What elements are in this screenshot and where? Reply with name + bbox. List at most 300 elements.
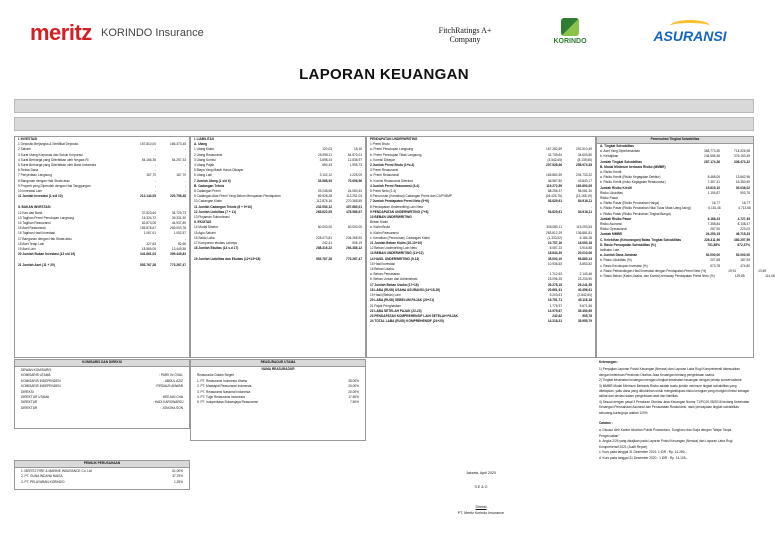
row-label: Risiko Operasional (600, 227, 627, 232)
row-value: 43.840,17 (577, 178, 592, 183)
row-value: : HEEJAN CHA (161, 395, 183, 400)
row-value: 167,70 (176, 173, 186, 178)
row-label: Jumlah Risiko Pasar (600, 216, 632, 221)
row-value: 1.955,73 (349, 163, 362, 168)
row-label: 2 Utang Reasuransi (194, 152, 223, 157)
row-value: 127,63 (146, 241, 156, 246)
row-label: 23 PENDAPATAN KOMPREHENSIF LAIN SETELAH PAJAK (370, 313, 458, 318)
row-value: 773.287,47 (346, 257, 362, 262)
row-label: 3. PT. Reasuransi Nasional Indonesia (197, 389, 251, 394)
section-heading: I. LIABILITAS (194, 137, 214, 141)
row-value: 15.324,72 (141, 215, 156, 220)
row-label: 13 Tagihan Premi Penutupan Langsung (18, 215, 74, 220)
row-value: 18.569,09 (141, 247, 156, 252)
row-label: 20 LABA (RUGI) SEBELUM PAJAK (20+21) (370, 298, 435, 303)
section-heading: II. BUKAN INVESTASI (18, 205, 51, 210)
row-label: 15 Hasil Investasi (370, 261, 395, 266)
row-label: 5. PT. Indoperkasa Suksesjaya Reasuransi (197, 400, 258, 405)
row-label: 11 Jumlah Investasi (1 s/d 10) (18, 194, 63, 199)
liabilitas-rows (191, 142, 365, 251)
meritz-subtitle: KORINDO Insurance (101, 27, 204, 39)
asuransi-label: ASURANSI (653, 28, 727, 44)
note-item: c. Kurs pada tanggal 31 Desember 2021: 1 IDR : Rp. 14.269,- (599, 450, 687, 455)
row-value: - (330, 168, 332, 173)
row-value: 7.358,84 (707, 222, 720, 227)
row-value: 33.568,93 (317, 178, 332, 183)
signature-block (366, 470, 596, 516)
row-label: B. Cadangan Teknis (194, 183, 225, 188)
row-value: 1.712,63 (549, 272, 562, 277)
row-value: 39.331,90 (171, 215, 186, 220)
row-label: 9 Cadangan Atas Premi Yang Belum Merupakan Pendapatan (194, 194, 281, 199)
row-value: 903,76 (740, 190, 750, 195)
laba-rugi-column (366, 136, 596, 358)
row-value: 24.250,15 (705, 232, 720, 237)
section-heading: PENDAPATAN UNDERWRITING (370, 137, 418, 141)
row-value: 288.316,22 (316, 246, 332, 251)
row-value: 34.729,73 (171, 210, 186, 215)
row-value: 37.823,64 (141, 210, 156, 215)
header (0, 0, 768, 62)
row-label: 1. PT. Reasuransi Indonesia Utama (197, 378, 248, 383)
row-value: 54.166,35 (141, 157, 156, 162)
row-value: - (360, 215, 362, 220)
row-label: DEWAN KOMISARIS (21, 368, 52, 372)
row-value: 129,85 (734, 274, 745, 279)
row-value: 269.003,78 (170, 226, 186, 231)
row-label: 4. PT. Tugu Reasuransi Indonesia (197, 395, 245, 400)
meritz-logo: meritz (30, 20, 92, 45)
row-label: Jumlah Risiko Kredit (600, 185, 632, 190)
row-value: 474,80 (740, 263, 750, 268)
row-value: (3.542,65) (547, 157, 562, 162)
row-label: 16 Saldo Laba (194, 235, 215, 240)
row-label: 4 Utang Pajak (194, 163, 215, 168)
row-value: 341.661,03 (140, 252, 156, 257)
row-value: 9.671,56 (579, 303, 592, 308)
row-value: 65.880,13 (577, 256, 592, 261)
row-value: 13.449,56 (171, 247, 186, 252)
row-value: 505,78 (582, 313, 592, 318)
row-value: 407.680,01 (346, 204, 362, 209)
row-value: : HADI KAROWARDJ (153, 400, 184, 405)
row-value: 14.218,31 (547, 319, 562, 324)
row-value: - (590, 204, 592, 209)
row-value: 3.698,24 (319, 157, 332, 162)
row-label: 17 Jumlah Beban Usaha (17+18) (370, 282, 419, 287)
row-label: 6 Reksa Dana (18, 168, 39, 173)
row-label: a. Aset Yang Diperkenankan (600, 149, 641, 154)
row-label: c. Komisi Dibayar (370, 157, 395, 162)
row-value: 336.473,32 (734, 159, 750, 164)
row-value: 16.093,18 (577, 241, 592, 246)
row-value: 376.153,49 (734, 154, 750, 159)
row-value: 2.143,46 (579, 272, 592, 277)
row-label: 10 Investasi Lain (18, 189, 42, 194)
row-label: d. Rasio Perbandingan Hasil Investasi dengan Pendapatan Premi Neto (%) (600, 268, 707, 273)
row-value: - (360, 230, 362, 235)
row-label: 3 Surat Utang Korporasi dan Sukuk Korporasi (18, 152, 83, 157)
row-value: 53.829,61 (547, 209, 562, 214)
row-label: 18 LABA (RUGI) USAHA ASURANSI (14+15-20) (370, 287, 441, 292)
row-value: 25.278,15 (547, 282, 562, 287)
row-value: 672,37% (737, 242, 750, 247)
row-value: - (330, 215, 332, 220)
row-value: 306.080,11 (546, 225, 562, 230)
row-label: 1. MERITZ FIRE & MARINE INSURANCE Co, Ltd (21, 469, 92, 473)
row-value: : ABDUL AZIZ (163, 378, 183, 383)
row-value: 35.00% (348, 378, 359, 383)
row-label: a. Klaim Bruto (370, 225, 391, 230)
signature-role: Direksi (475, 505, 487, 509)
row-value: 23.096,25 (547, 277, 562, 282)
row-value: 4.727,45 (737, 216, 750, 221)
row-label: 21 Jumlah Aset (11 + 20) (18, 263, 55, 268)
row-label: 12 Jumlah Liabilitas (7 + 11) (194, 209, 237, 214)
row-label: 2. PT. Maskapai Reasuransi Indonesia (197, 384, 252, 389)
row-value: 751,85% (707, 242, 720, 247)
row-value: 84.916,11 (577, 199, 592, 204)
row-label: 4 Jumlah Premi Reasuransi (3-4) (370, 183, 420, 188)
korindo-logo-icon (561, 18, 579, 36)
row-label: 5 Surat Berharga yang Diterbitkan oleh Bank Indonesia (18, 163, 96, 168)
table-row (15, 194, 189, 199)
row-value: 242,41 (322, 241, 332, 246)
row-value: 20.00% (348, 384, 359, 389)
solvabilitas-column (596, 136, 775, 358)
row-label: D. Rasio Pencapaian Solvabilitas (%) (600, 242, 656, 247)
place-date: Jakarta, April 2020 (466, 471, 496, 475)
row-label: 7 Penyertaan Langsung (18, 173, 52, 178)
row-label: Beban Klaim (370, 220, 389, 225)
box-heading: PEMILIK PERUSAHAAN (15, 461, 189, 468)
row-value: 13.662,96 (735, 175, 750, 180)
row-value: 112.876,16 (316, 199, 332, 204)
row-value: 18,16 (354, 147, 362, 152)
row-value: - (184, 168, 186, 173)
row-value: 70.906,96 (347, 178, 362, 183)
row-value: 15.819,10 (705, 185, 720, 190)
row-values (532, 319, 592, 324)
row-value: 257,90 (710, 227, 720, 232)
row-label: B. Modal Minimum berbasis Risiko (MMBR) (600, 164, 666, 169)
row-label: Risiko Likuiditas (600, 190, 623, 195)
row-label: 19 Hasil (Beban) Lain (370, 293, 401, 298)
row-value: 167,70 (146, 173, 156, 178)
row-label: 8 Bangunan dengan Hak Strata atau (18, 178, 70, 183)
row-label: DIREKTUR (21, 405, 38, 410)
row-value: 8.087,23 (549, 246, 562, 251)
asuransi-logo (640, 20, 740, 50)
row-value: 223,03 (740, 227, 750, 232)
row-label: 14 HASIL UNDERWRITING (9-13) (370, 256, 420, 261)
row-label: 3. PT. PELAYARAN KORINDO (21, 479, 65, 484)
row-value: 52.000,00 (735, 253, 750, 258)
row-value: 45.116,18 (577, 298, 592, 303)
komisaris-box (14, 359, 190, 429)
row-label: A. Utang (194, 142, 208, 147)
row-value: 35.450,65 (577, 308, 592, 313)
row-value: 157.810,00 (140, 142, 156, 147)
row-value: 212.144,05 (140, 194, 156, 199)
table-row (15, 252, 189, 257)
row-value: - (154, 189, 156, 194)
row-label: c. Kenaikan (Penurunan) Cadangan Klaim (370, 235, 430, 240)
korindo-label: KORINDO (553, 38, 587, 45)
row-value: 24.060,43 (347, 189, 362, 194)
row-label: 11 Jumlah Beban Klaim (10-10+10) (370, 241, 423, 246)
row-label: a. Risiko Kredit (600, 170, 622, 175)
row-values (153, 406, 183, 411)
row-value: 113.251,03 (346, 194, 362, 199)
note-item: 4) Sesuai dengan pasal 3 Peraturan Otoritas Jasa Keuangan Nomor 71/POJK.05/2016 tentang Kesehatan Keuangan Perusahaan Asuransi dan Perusahaan Reasuransi, rasio pencapaian tingkat solvabilitas sekurang-kurangnya adalah 120%. (599, 399, 750, 415)
row-value: - (560, 204, 562, 209)
row-values (126, 263, 186, 268)
row-value: 1.225,09 (349, 173, 362, 178)
row-value: 16,77 (742, 201, 750, 206)
row-label: c. Rasio Kecukupan Investasi (%) (600, 263, 648, 268)
row-values (302, 246, 362, 251)
row-value: 1.052,57 (173, 231, 186, 236)
row-value: 25.998,11 (318, 152, 332, 157)
row-label: b. Komisi Reasuransi Diterima (370, 178, 413, 183)
row-value: - (360, 168, 362, 173)
row-value: 20.661,91 (547, 287, 562, 292)
row-value: 119.272,59 (546, 183, 562, 188)
row-label: 20 Jumlah Bukan Investasi (12 s/d 19) (18, 252, 76, 257)
row-label: 18 Jumlah Ekuitas (14 s.d 17) (194, 246, 239, 251)
row-value: 82,66 (178, 241, 186, 246)
row-value: - (184, 152, 186, 157)
row-value: 34.603,80 (577, 152, 592, 157)
row-label: Jumlah MMBR (600, 232, 622, 237)
box-heading: KOMISARIS DAN DIREKSI (15, 360, 189, 367)
row-label: KOMISARIS INDEPENDEN (21, 384, 61, 389)
row-label: 1 Deposito Berjangka & Sertifikat Deposito (18, 142, 79, 147)
row-value: 54.257,33 (171, 157, 186, 162)
row-value: (34.426,76) (545, 194, 562, 199)
row-value: 1.775,97 (549, 303, 562, 308)
korindo-logo (540, 18, 600, 45)
total-aset-row (15, 263, 189, 268)
catatan-rows (596, 427, 754, 461)
row-value: 553.767,28 (316, 257, 332, 262)
row-value: 5.203,61 (549, 293, 562, 298)
table-row (15, 263, 189, 268)
row-label: b. Rasio Likuiditas (%) (600, 258, 632, 263)
row-label: c. Risiko Pasar (Risiko Perubahan Tingkat Bunga) (600, 211, 671, 216)
row-label: Jumlah Tingkat Solvabilitas (600, 159, 642, 164)
catatan-heading: Catatan : (599, 421, 613, 426)
table-row (597, 274, 775, 279)
row-values (153, 480, 183, 485)
pemilik-rows (15, 468, 189, 486)
row-label: 17 Komponen ekuitas Lainnya (194, 241, 237, 246)
note-item: a. Disusul oleh Kantor Akuntan Publik Purwantono, Sungkoro dan Surja dengan "Wajar Tanpa Pengecualian" (599, 428, 732, 438)
note-item: 2) Tingkat kesehatan keuangan mengacu tingkat kesehatan keuangan dengan prinsip konservatisme. (599, 378, 743, 383)
row-label: a. Jumlah Dana Jaminan (600, 253, 638, 258)
row-value: 155.876,67 (140, 226, 156, 231)
row-label: b. Kewajiban (600, 154, 619, 159)
page-title: LAPORAN KEUANGAN (299, 66, 469, 83)
row-value: 207,68 (710, 258, 720, 263)
row-label: 2 Saham (18, 147, 31, 152)
row-value: 37,75% (172, 474, 183, 479)
row-value: : JONGHA SON (160, 405, 183, 410)
table-row (18, 406, 186, 411)
row-label: II. EKUITAS (194, 220, 212, 225)
note-item: 1) Penyajian Laporan Posisi Keuangan (Neraca) dan Laporan Laba Rugi Komprehensif disesuaikan dengan ketentuan Peraturan Otoritas Jasa Keuangan tentang pengelolaan usaha. (599, 367, 740, 377)
row-value: 270.368,55 (346, 199, 362, 204)
row-value: 160.893,05 (576, 183, 592, 188)
row-label: 7 Jumlah Utang (1 s/d 6) (194, 178, 231, 183)
asuransi-arc-icon (670, 20, 710, 32)
row-value: 207.528,96 (546, 163, 562, 168)
row-value: : FIRDAUS ANWAR (154, 384, 183, 389)
row-value: - (184, 236, 186, 241)
row-value: 287.174,26 (704, 159, 720, 164)
row-value: : PARK IN CHUL (159, 373, 183, 378)
row-value: 30.036,02 (735, 185, 750, 190)
row-value: (8.139,55) (577, 157, 592, 162)
row-value: - (748, 211, 750, 216)
laba-rugi-rows (367, 142, 595, 324)
row-value: 258.974,35 (576, 163, 592, 168)
row-label: a. Premi Penutupan Langsung (370, 147, 414, 152)
row-label: 1 Utang Klaim (194, 147, 215, 152)
investasi-rows (15, 142, 189, 199)
row-value: 291.510,49 (576, 147, 592, 152)
liabilitas-column (190, 136, 366, 358)
table-row (18, 480, 186, 485)
row-label: C. Kelebihan (Kekurangan) Batas Tingkat Solvabilitas (600, 237, 682, 242)
row-label: 8 Pendapatan Underwriting Lain Neto (370, 204, 424, 209)
row-label: Indikator Lain (600, 248, 620, 253)
row-value: 13,69 (758, 268, 767, 273)
row-label: 24 TOTAL LABA (RUGI) KOMPREHENSIF (24+25) (370, 319, 444, 324)
row-value: - (154, 236, 156, 241)
row-value: 204.733,22 (576, 173, 592, 178)
row-label: 16 Beban Usaha (370, 267, 394, 272)
row-value: 232.053,12 (316, 204, 332, 209)
row-values (329, 400, 359, 405)
row-value: 35.955,79 (577, 319, 592, 324)
row-value: 62.873,06 (141, 221, 156, 226)
row-label: a. Premi Reasuransi (370, 173, 399, 178)
row-value: 773.287,47 (170, 263, 186, 268)
row-label: 13 Pinjaman Subordinasi (194, 215, 230, 220)
row-label: a. Risiko Kredit (Risiko Kegagalan Debitur) (600, 175, 661, 180)
row-label: DIREKSI (21, 389, 34, 394)
row-value: 399.449,83 (170, 252, 186, 257)
row-value: 46.587,80 (547, 178, 562, 183)
row-label: 9 Properti yang Diperoleh dengan Hak Tanggungan (18, 183, 91, 188)
note-item: b. Angka 2/26 yang disajikan pada Laporan Posisi Keuangan (Neraca) dan Laporan Laba Rugi Komprehensif 2021 (Audit Report) (599, 439, 733, 449)
row-value: 3.102,12 (319, 173, 332, 178)
row-label: 15 Agio Saham (194, 230, 216, 235)
row-label: 5 Biaya Yang Masih Harus Dibayar (194, 168, 244, 173)
row-label: A. Tingkat Solvabilitas (600, 144, 634, 148)
row-value: 1.067,61 (143, 231, 156, 236)
row-value: 368.773,30 (704, 149, 720, 154)
row-values (126, 252, 186, 257)
row-value: 7.50% (349, 400, 359, 405)
row-value: 115.293,53 (576, 225, 592, 230)
row-value: 15.751,71 (547, 298, 562, 303)
row-value: - (184, 189, 186, 194)
reasuradur-box (190, 359, 366, 441)
row-value: 294.388,12 (346, 246, 362, 251)
row-value: 53.829,61 (547, 199, 562, 204)
errors-omissions: S.E & O (474, 485, 488, 489)
row-value: 23.233,50 (577, 277, 592, 282)
row-label: 10 BEBAN UNDERWRITING (370, 215, 412, 220)
row-value: 8.468,09 (707, 175, 720, 180)
row-label: 16 Tagihan Hasil Investasi (18, 231, 55, 236)
row-label: 6 Penurunan (Kenaikan) Cadangan Premi dan CAPYBMP (370, 194, 453, 199)
row-value: 166.373,45 (170, 142, 186, 147)
row-label: 3 Utang Komisi (194, 157, 216, 162)
row-value: - (154, 183, 156, 188)
row-value: - (330, 230, 332, 235)
row-label: 11 Jumlah Cadangan Teknis (8 + 9+10) (194, 204, 253, 209)
row-value: 4.713,68 (738, 206, 751, 211)
row-label: 13 BEBAN UNDERWRITING (11+12) (370, 251, 424, 256)
row-label: 2. PT. GUNA INDAHA NIAGA (21, 474, 63, 479)
row-value: 714.026,98 (734, 149, 750, 154)
row-value: 165.860,39 (546, 173, 562, 178)
row-value: 19,91 (728, 268, 737, 273)
row-values (302, 257, 362, 262)
row-label: 22 LABA SETELAH PAJAK (22-23) (370, 308, 422, 313)
note-item: 3) MMBR Modal Minimum Berbasis Risiko adalah suatu jumlah minimum tingkat solvabilitas yang ditetapkan, yaitu dana yang dibutuhkan untuk mengantisipasi risiko kerugian yang mungkin timbul sebagai akibat dari deviasi dalam pengelolaan aset dan liabilitas. (599, 383, 749, 399)
row-value: 16,77 (712, 201, 720, 206)
row-label: 10 Cadangan Klaim (194, 199, 222, 204)
row-values (715, 274, 775, 279)
row-label: 14 Modal Disetor (194, 225, 219, 230)
table-row (194, 400, 362, 405)
row-value: 283.812,29 (546, 230, 562, 235)
row-label: 7 Jumlah Pendapatan Premi Neto (5+6) (370, 199, 429, 204)
row-value: 136.881,81 (576, 230, 592, 235)
komisaris-rows (15, 367, 189, 412)
signature-company: PT. Meritz Korindo Insurance (457, 511, 505, 515)
row-value: 380.257,99 (734, 237, 750, 242)
row-value: 1,25% (173, 479, 183, 484)
box-subheading: NAMA REASURADUR (261, 367, 295, 371)
row-value: 54.870,01 (347, 152, 362, 157)
row-label: 4 Surat Berharga yang Diterbitkan oleh Negara RI (18, 157, 89, 162)
row-value: 6.168,23 (707, 216, 720, 221)
row-value: - (154, 152, 156, 157)
keterangan-box (596, 359, 754, 519)
row-value: 3.916,88 (579, 246, 592, 251)
row-value: - (154, 163, 156, 168)
row-value: 61,00% (172, 469, 183, 473)
row-label: 15 Aset Reasuransi (18, 226, 46, 231)
row-value: 1.104,87 (707, 190, 720, 195)
row-value: 12.836,97 (347, 157, 362, 162)
row-value: 46.715,33 (735, 232, 750, 237)
row-value: 18.844,39 (547, 251, 562, 256)
row-label: DIREKTUR UTAMA (21, 395, 50, 400)
row-value: (13.165,19) (575, 194, 592, 199)
section-heading: I. INVESTASI (18, 137, 38, 141)
row-value: 6.151,46 (708, 206, 721, 211)
row-label: b. Beban Umum dan Administrasi (370, 277, 418, 282)
row-value: - (184, 178, 186, 183)
row-value: 10.757,16 (547, 241, 562, 246)
